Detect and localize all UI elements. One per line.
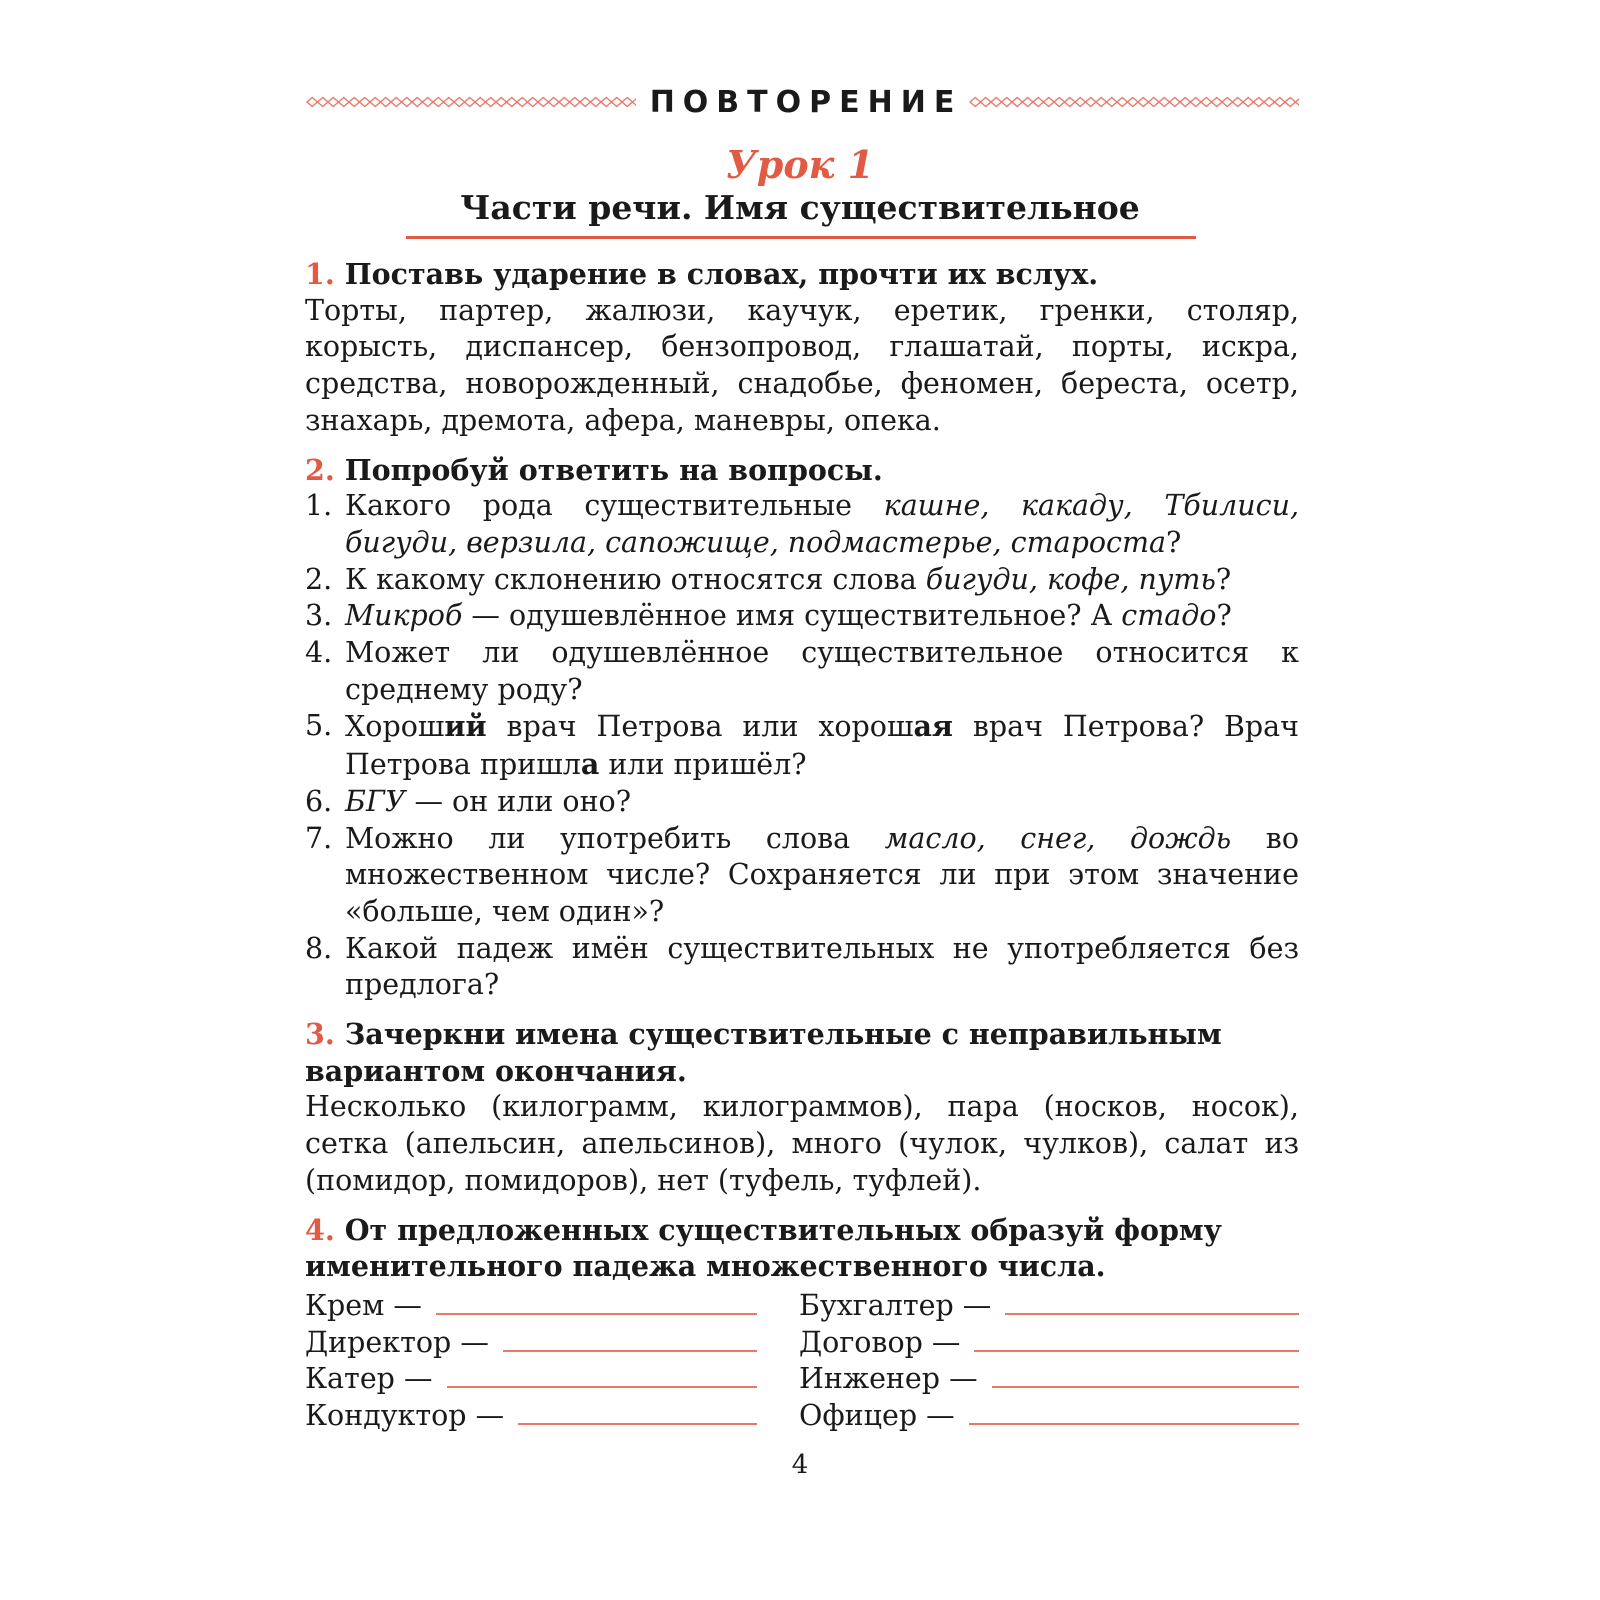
answer-blank[interactable]: [447, 1358, 758, 1388]
task-2: [305, 452, 1299, 1005]
question-text: [345, 635, 1299, 708]
answer-blank[interactable]: [518, 1395, 757, 1425]
question-fragment: ?: [1215, 562, 1232, 596]
question-fragment: ?: [1165, 525, 1182, 559]
question-fragment: Какой падеж имён существительных не употребляется без предлога?: [345, 931, 1299, 1002]
highlighted-ending: ая: [913, 709, 953, 744]
question-item: [305, 708, 1299, 783]
question-item: [305, 784, 1299, 821]
task-number: 1.: [305, 257, 335, 291]
task-1: [305, 256, 1299, 440]
question-text: [345, 931, 1299, 1004]
question-fragment: врач Петрова? Врач Петрова пришл: [345, 710, 1300, 782]
question-fragment: Какого рода существительные: [345, 489, 884, 523]
source-word: Договор —: [799, 1325, 961, 1359]
question-number: 8.: [305, 931, 333, 965]
question-number: 3.: [305, 599, 333, 633]
example-words: Микроб: [345, 599, 463, 633]
example-words: БГУ: [345, 784, 406, 818]
task-instruction: [305, 452, 1299, 489]
fill-in-grid: [305, 1285, 1299, 1432]
example-words: кашне, какаду, Тбилиси, бигуди, верзила, сапожище, подмастерье, староста: [345, 489, 1299, 559]
task-instruction-text: Поставь ударение в словах, прочти их вслух.: [344, 257, 1099, 291]
task-4: [305, 1212, 1299, 1432]
question-item: [305, 635, 1299, 708]
fill-in-row: [799, 1395, 1299, 1432]
task-instruction: [305, 1212, 1299, 1285]
fill-in-row: [305, 1358, 757, 1395]
fill-in-row: [305, 1395, 757, 1432]
fill-in-row: [305, 1322, 757, 1359]
question-item: [305, 931, 1299, 1004]
highlighted-ending: ий: [444, 709, 487, 744]
answer-blank[interactable]: [969, 1395, 1299, 1425]
example-words: стадо: [1121, 599, 1217, 633]
lesson-title-underline: [406, 236, 1196, 239]
task-3: [305, 1016, 1299, 1200]
fill-in-row: [799, 1322, 1299, 1359]
task-instruction-text: Попробуй ответить на вопросы.: [344, 452, 883, 487]
question-fragment: — он или оно?: [405, 784, 632, 818]
question-number: 7.: [305, 821, 333, 855]
question-text: [345, 598, 1299, 635]
fill-in-row: [799, 1358, 1299, 1395]
question-list: [305, 488, 1299, 1004]
task-number: 2.: [305, 452, 335, 487]
choice-list: Несколько (килограмм, килограммов), пара (носков, носок), сетка (апельсин, апельсинов), много (чулок, чулков), салат из (помидор, помидоров), нет (туфель, туфлей).: [305, 1090, 1299, 1197]
source-word: Офицер —: [799, 1399, 955, 1433]
answer-blank[interactable]: [992, 1358, 1299, 1388]
question-fragment: К какому склонению относятся слова: [345, 562, 926, 596]
task-instruction-text: От предложенных существительных образуй форму именительного падежа множественного числа.: [305, 1212, 1222, 1284]
source-word: Катер —: [305, 1362, 433, 1396]
question-item: [305, 598, 1299, 635]
question-fragment: Может ли одушевлённое существительное относится к среднему роду?: [345, 636, 1299, 706]
task-instruction: [305, 1016, 1299, 1089]
question-fragment: Хорош: [345, 710, 445, 744]
example-words: бигуди, кофе, путь: [925, 562, 1216, 596]
source-word: Инженер —: [799, 1362, 978, 1396]
question-number: 6.: [305, 784, 333, 818]
source-word: Кондуктор —: [305, 1399, 505, 1433]
question-number: 4.: [305, 636, 333, 670]
answer-blank[interactable]: [1005, 1285, 1299, 1315]
question-item: [305, 488, 1299, 561]
question-item: [305, 562, 1299, 599]
task-number: 4.: [305, 1212, 335, 1247]
question-fragment: врач Петрова или хорош: [486, 710, 914, 744]
question-number: 2.: [305, 562, 333, 596]
ornament-left: [305, 96, 636, 108]
lesson-content: [305, 256, 1299, 1444]
task-instruction-text: Зачеркни имена существительные с неправильным вариантом окончания.: [305, 1017, 1222, 1088]
question-text: [345, 488, 1299, 561]
question-text: [345, 562, 1299, 599]
question-item: [305, 821, 1299, 931]
highlighted-ending: а: [580, 747, 600, 782]
fill-in-row: [305, 1285, 757, 1322]
fill-in-row: [799, 1285, 1299, 1322]
page-number: 4: [791, 1450, 809, 1480]
task-instruction: [305, 256, 1299, 293]
section-header: [305, 82, 1299, 122]
answer-blank[interactable]: [436, 1285, 757, 1315]
task-number: 3.: [305, 1017, 335, 1052]
example-words: масло, снег, дождь: [884, 821, 1232, 855]
word-list: Торты, партер, жалюзи, каучук, еретик, гренки, столяр, корысть, диспансер, бензопровод, глашатай, порты, искра, средства, новорожденный, снадобье, феномен, береста, осетр, знахарь, дремота, афера, маневры, опека.: [305, 293, 1299, 437]
source-word: Директор —: [305, 1325, 489, 1359]
answer-blank[interactable]: [974, 1322, 1299, 1352]
question-text: [345, 784, 1299, 821]
question-text: [345, 708, 1299, 783]
question-number: 5.: [305, 709, 333, 743]
source-word: Крем —: [305, 1288, 422, 1322]
question-fragment: ?: [1216, 599, 1232, 633]
lesson-number: Урок 1: [725, 142, 875, 187]
lesson-title: Части речи. Имя существительное: [460, 188, 1140, 227]
ornament-right: [968, 96, 1299, 108]
question-fragment: или пришёл?: [599, 748, 807, 782]
answer-blank[interactable]: [503, 1322, 757, 1352]
question-fragment: во множественном числе? Сохраняется ли при этом значение «больше, чем один»?: [345, 821, 1299, 928]
question-text: [345, 821, 1299, 931]
section-title: ПОВТОРЕНИЕ: [649, 84, 963, 120]
question-fragment: Можно ли употребить слова: [345, 821, 885, 855]
question-fragment: — одушевлённое имя существительное? А: [462, 599, 1122, 633]
source-word: Бухгалтер —: [799, 1288, 992, 1322]
question-number: 1.: [305, 489, 333, 523]
